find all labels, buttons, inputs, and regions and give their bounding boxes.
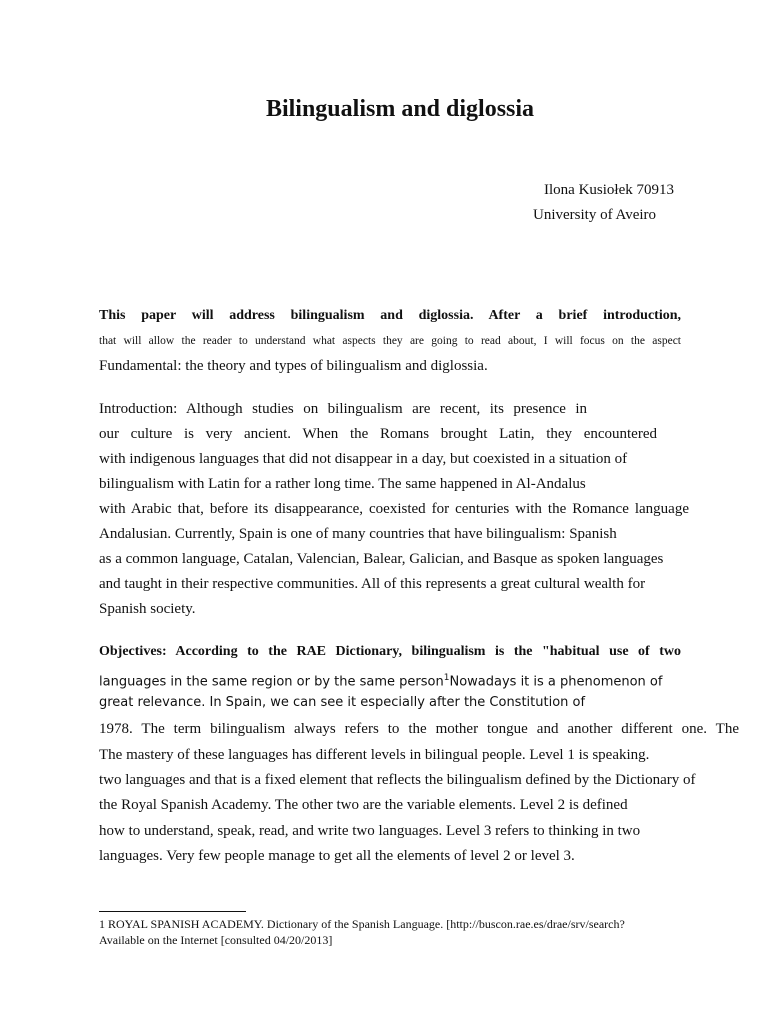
author-name: Ilona Kusiołek 70913 — [544, 182, 674, 198]
intro-line-1: Introduction: Although studies on bilingualism are recent, its presence in — [99, 401, 587, 417]
footnote-separator — [99, 911, 246, 912]
objectives-line-7: the Royal Spanish Academy. The other two are the variable elements. Level 2 is defined — [99, 797, 628, 813]
intro-line-8: and taught in their respective communities. All of this represents a great cultural wealth for — [99, 576, 646, 592]
objectives-line-1: Objectives: According to the RAE Dictionary, bilingualism is the "habitual use of two — [99, 644, 681, 659]
abstract-line-3: Fundamental: the theory and types of bilingualism and diglossia. — [99, 358, 488, 374]
abstract-line-2: that will allow the reader to understand what aspects they are going to read about, I will focus on the aspect — [99, 335, 681, 347]
intro-line-6: Andalusian. Currently, Spain is one of many countries that have bilingualism: Spanish — [99, 526, 617, 542]
objectives-line-3-text: great relevance. In Spain, we can see it especially after the Constitution of — [99, 695, 586, 710]
intro-line-4: bilingualism with Latin for a rather long time. The same happened in Al-Andalus — [99, 476, 586, 492]
objectives-line-6: two languages and that is a fixed element that reflects the bilingualism defined by the Dictionary of — [99, 772, 696, 788]
intro-line-7: as a common language, Catalan, Valencian, Balear, Galician, and Basque as spoken languages — [99, 551, 664, 567]
footnote-line-2: Available on the Internet [consulted 04/20/2013] — [99, 933, 333, 947]
objectives-line-2b: Nowadays it is a phenomenon of — [449, 674, 663, 690]
objectives-line-4: 1978. The term bilingualism always refers to the mother tongue and another different one. The — [99, 721, 739, 737]
page-title: Bilingualism and diglossia — [265, 96, 535, 122]
author-affiliation: University of Aveiro — [533, 207, 657, 223]
footnote-line-1: 1 ROYAL SPANISH ACADEMY. Dictionary of the Spanish Language. [http://buscon.rae.es/drae/srv/search? — [99, 917, 625, 931]
footnote-reference: 1 — [443, 673, 450, 683]
objectives-line-5: The mastery of these languages has different levels in bilingual people. Level 1 is speaking. — [99, 747, 650, 763]
objectives-line-2a: languages in the same region or by the same person — [99, 674, 444, 690]
intro-line-9: Spanish society. — [99, 601, 196, 617]
intro-line-5: with Arabic that, before its disappearance, coexisted for centuries with the Romance language — [99, 501, 689, 517]
objectives-line-3 — [99, 693, 585, 713]
objectives-line-2 — [99, 668, 662, 692]
objectives-line-9: languages. Very few people manage to get all the elements of level 2 or level 3. — [99, 848, 575, 864]
objectives-line-8: how to understand, speak, read, and write two languages. Level 3 refers to thinking in two — [99, 823, 641, 839]
intro-line-3: with indigenous languages that did not disappear in a day, but coexisted in a situation of — [99, 451, 628, 467]
abstract-line-1: This paper will address bilingualism and diglossia. After a brief introduction, — [99, 308, 681, 323]
intro-line-2: our culture is very ancient. When the Romans brought Latin, they encountered — [99, 426, 657, 442]
